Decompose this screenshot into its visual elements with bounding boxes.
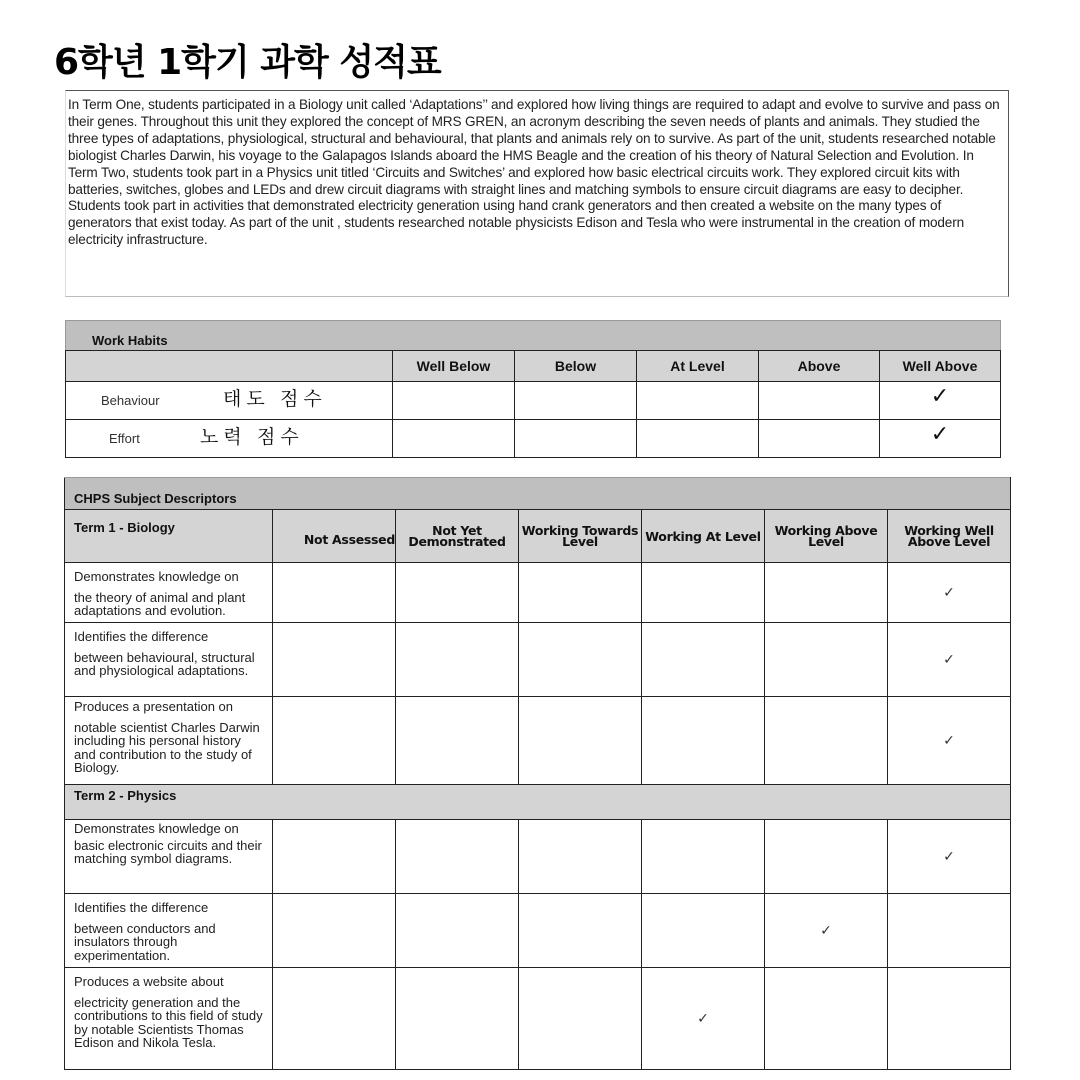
checkmark-icon: ✓: [888, 820, 1011, 894]
mark-cell: [637, 382, 759, 420]
mark-cell: [273, 968, 396, 1070]
descriptor-text: [65, 894, 273, 968]
row-label-cell: [66, 420, 393, 458]
mark-cell: [759, 382, 880, 420]
checkmark-icon: ✓: [880, 382, 1001, 420]
col-working-towards-level: Working Towards Level: [519, 510, 642, 563]
mark-cell: [519, 968, 642, 1070]
effort-label: Effort: [109, 431, 140, 446]
mark-cell: [273, 563, 396, 623]
work-habits-blank-header: [66, 351, 393, 382]
descriptor-text: [65, 968, 273, 1070]
row-label-cell: [66, 382, 393, 420]
mark-cell: [759, 420, 880, 458]
col-not-assessed: Not Assessed: [273, 510, 396, 563]
effort-korean-note: 노력 점수: [200, 427, 304, 448]
checkmark-icon: ✓: [880, 420, 1001, 458]
mark-cell: [396, 623, 519, 697]
mark-cell: [765, 563, 888, 623]
col-well-above: Well Above: [880, 351, 1001, 382]
mark-cell: [765, 697, 888, 785]
descriptor-text: [65, 563, 273, 623]
descriptor-first-line: Demonstrates knowledge on: [74, 821, 239, 836]
mark-cell: [519, 697, 642, 785]
term-summary-text: In Term One, students participated in a Biology unit called ‘Adaptations’’ and explored how living things are required to adapt and evolve to survive and pass on their genes. Throughout this unit they explored the concept of MRS GREN, an acronym describing the seven needs of plants and animals. They studied the three types of adaptations, physiological, structural and behavioural, that plants and animals rely on to survive. As part of the unit, students researched notable biologist Charles Darwin, his voyage to the Galapagos Islands aboard the HMS Beagle and the creation of his theory of Natural Selection and Evolution. In Term Two, students took part in a Physics unit titled ‘Circuits and Switches’ and explored how basic electrical circuits work. They explored circuit kits with batteries, switches, globes and LEDs and drew circuit diagrams with straight lines and matching symbols to ensure circuit diagrams are easy to decipher. Students took part in activities that demonstrated electricity generation using hand crank generators and then created a website on the many types of generators that exist today. As part of the unit , students researched notable physicists Edison and Tesla who were instrumental in the creation of modern electricity infrastructure.: [65, 90, 1009, 297]
work-habits-heading: Work Habits: [66, 321, 1001, 351]
col-well-below: Well Below: [393, 351, 515, 382]
behaviour-korean-note: 태도 점수: [223, 389, 327, 410]
mark-cell: [396, 894, 519, 968]
mark-cell: [637, 420, 759, 458]
mark-cell: [273, 820, 396, 894]
checkmark-icon: ✓: [765, 894, 888, 968]
mark-cell: [273, 697, 396, 785]
descriptor-first-line: Identifies the difference: [74, 900, 209, 915]
descriptor-row: [65, 697, 1011, 785]
mark-cell: [515, 382, 637, 420]
col-not-yet-demonstrated: Not Yet Demonstrated: [396, 510, 519, 563]
descriptor-first-line: Produces a presentation on: [74, 699, 233, 714]
mark-cell: [765, 968, 888, 1070]
col-at-level: At Level: [637, 351, 759, 382]
descriptor-rest: basic electronic circuits and their matching symbol diagrams.: [74, 837, 262, 866]
descriptor-rest: between behavioural, structural and physiological adaptations.: [74, 649, 255, 678]
mark-cell: [888, 968, 1011, 1070]
mark-cell: [393, 382, 515, 420]
work-habits-table: [65, 320, 1001, 458]
mark-cell: [396, 697, 519, 785]
checkmark-icon: ✓: [888, 563, 1011, 623]
mark-cell: [519, 820, 642, 894]
descriptor-rest: the theory of animal and plant adaptations and evolution.: [74, 589, 246, 618]
descriptor-row: [65, 623, 1011, 697]
mark-cell: [519, 623, 642, 697]
mark-cell: [396, 968, 519, 1070]
mark-cell: [642, 820, 765, 894]
mark-cell: [642, 894, 765, 968]
term1-heading: Term 1 - Biology: [65, 510, 273, 563]
mark-cell: [515, 420, 637, 458]
descriptor-row: [65, 820, 1011, 894]
col-above: Above: [759, 351, 880, 382]
descriptor-first-line: Identifies the difference: [74, 629, 209, 644]
descriptor-rest: between conductors and insulators through experimentation.: [74, 920, 216, 963]
descriptor-first-line: Produces a website about: [74, 974, 224, 989]
descriptors-heading: CHPS Subject Descriptors: [65, 478, 1011, 510]
descriptor-text: [65, 820, 273, 894]
descriptor-rest: electricity generation and the contributions to this field of study by notable Scientists Thomas Edison and Nikola Tesla.: [74, 994, 263, 1050]
checkmark-icon: ✓: [888, 623, 1011, 697]
behaviour-label: Behaviour: [101, 393, 160, 408]
col-working-well-above-level: Working Well Above Level: [888, 510, 1011, 563]
mark-cell: [393, 420, 515, 458]
mark-cell: [642, 623, 765, 697]
descriptor-first-line: Demonstrates knowledge on: [74, 569, 239, 584]
mark-cell: [396, 820, 519, 894]
mark-cell: [888, 894, 1011, 968]
col-working-at-level: Working At Level: [642, 510, 765, 563]
mark-cell: [273, 894, 396, 968]
col-below: Below: [515, 351, 637, 382]
descriptor-rest: notable scientist Charles Darwin including his personal history and contribution to the study of Biology.: [74, 719, 260, 775]
descriptor-row: [65, 968, 1011, 1070]
descriptor-row: [65, 563, 1011, 623]
mark-cell: [273, 623, 396, 697]
col-working-above-level: Working Above Level: [765, 510, 888, 563]
mark-cell: [642, 563, 765, 623]
descriptor-row: [65, 894, 1011, 968]
mark-cell: [396, 563, 519, 623]
checkmark-icon: ✓: [642, 968, 765, 1070]
mark-cell: [519, 894, 642, 968]
term2-heading: Term 2 - Physics: [65, 785, 1011, 820]
checkmark-icon: ✓: [888, 697, 1011, 785]
mark-cell: [519, 563, 642, 623]
descriptor-text: [65, 623, 273, 697]
work-habits-row-effort: [66, 420, 1001, 458]
work-habits-row-behaviour: [66, 382, 1001, 420]
mark-cell: [765, 820, 888, 894]
mark-cell: [642, 697, 765, 785]
subject-descriptors-table: [64, 477, 1011, 1070]
page-title: 6학년 1학기 과학 성적표: [54, 42, 441, 83]
descriptor-text: [65, 697, 273, 785]
mark-cell: [765, 623, 888, 697]
